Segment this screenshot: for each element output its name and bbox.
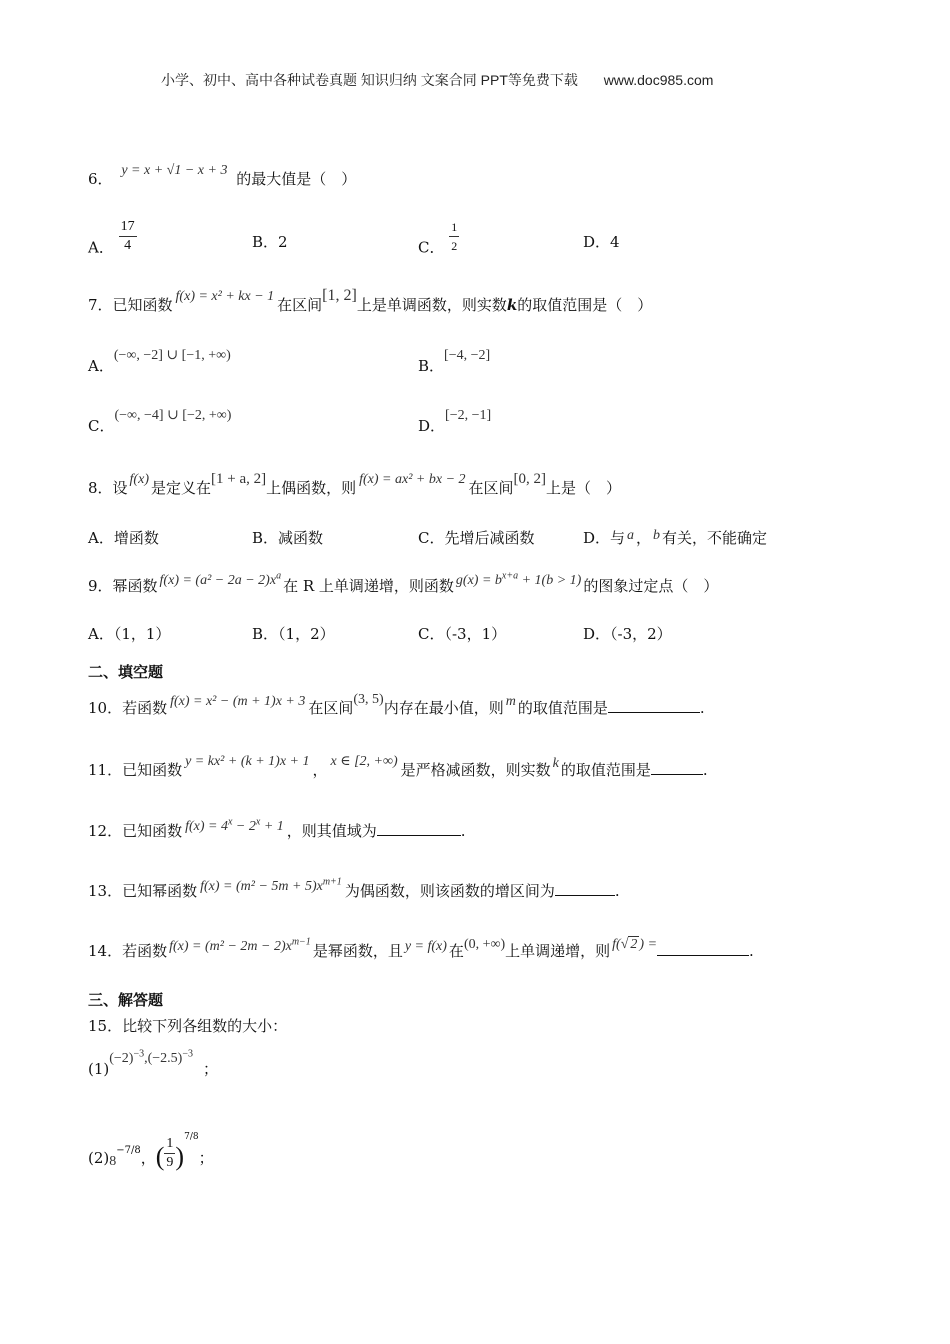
option-d <box>583 527 767 548</box>
question-12 <box>88 816 466 841</box>
question-7 <box>88 287 653 315</box>
interval: (3, 5) <box>353 692 384 707</box>
stem-part: 是定义在 <box>150 479 211 497</box>
formula: y = x + √1 − x + 3 <box>121 163 228 178</box>
separator: , <box>144 1051 148 1066</box>
stem-part: 的取值范围是（ ） <box>517 296 653 314</box>
denominator: 9 <box>166 1154 174 1170</box>
question-15-part-1 <box>88 1048 219 1079</box>
interval: [1, 2] <box>322 287 357 304</box>
header-url: www.doc985.com <box>603 72 714 88</box>
punctuation: ； <box>203 1060 219 1078</box>
stem-part: 在区间 <box>468 479 514 497</box>
separator: ， <box>140 1149 156 1167</box>
answer-blank[interactable] <box>608 698 700 713</box>
exponent: m+1 <box>322 876 342 888</box>
section-title-fill-in: 二、填空题 <box>88 663 164 681</box>
formula <box>159 570 282 588</box>
option-a: A．增函数 <box>88 529 159 547</box>
interval: (0, +∞) <box>463 937 506 952</box>
formula: y = kx² + (k + 1)x + 1 <box>185 754 310 769</box>
formula-text: f(x) = (m² − 5m + 5)x <box>200 879 323 894</box>
stem-part: 的图象过定点（ ） <box>583 577 719 595</box>
formula-text: − 2 <box>235 819 256 834</box>
separator: ， <box>636 529 652 547</box>
formula-text: f(x) = (m² − 2m − 2)x <box>169 939 292 954</box>
answer-blank[interactable] <box>657 941 749 956</box>
variable-a: a <box>627 528 635 543</box>
part-label: (2) <box>88 1149 110 1167</box>
option-label: D． <box>418 417 446 435</box>
question-10 <box>88 692 705 718</box>
question-15-part-2 <box>88 1132 214 1178</box>
stem-part: 是幂函数，且 <box>312 942 403 960</box>
stem-part: 的取值范围是 <box>517 699 608 717</box>
exponent: x+a <box>501 570 519 582</box>
formula: f(√ 2 ) = <box>612 937 658 952</box>
question-9 <box>88 570 719 596</box>
denominator: 2 <box>451 239 458 253</box>
variable-k: k <box>506 296 518 314</box>
option-c <box>88 408 232 436</box>
stem-part: 14．若函数 <box>88 942 168 960</box>
variable-k: k <box>552 756 559 771</box>
option-b <box>418 348 491 376</box>
formula <box>185 816 284 834</box>
numerator: 1 <box>449 218 459 237</box>
stem-part: 8．设 <box>88 479 128 497</box>
exponent: 7/8 <box>184 1132 199 1142</box>
stem-part: 9．幂函数 <box>88 577 158 595</box>
fraction <box>164 1135 175 1172</box>
stem-part: 有关，不能确定 <box>662 529 768 547</box>
option-label: A． <box>88 238 114 257</box>
variable-m: m <box>505 694 516 709</box>
stem-part: 内存在最小值，则 <box>383 699 504 717</box>
option-b: B．（1，2） <box>252 625 335 643</box>
question-8 <box>88 471 622 498</box>
option-value: [−4, −2] <box>444 348 491 363</box>
option-b: B．减函数 <box>252 529 324 547</box>
formula-text: (−2) <box>109 1051 134 1066</box>
option-label: B． <box>418 357 445 375</box>
base: 8 <box>109 1154 117 1169</box>
radicand: 2 <box>630 937 638 952</box>
option-value: [−2, −1] <box>445 408 492 423</box>
numerator: 17 <box>119 218 137 237</box>
option-a: A．（1，1） <box>88 625 171 643</box>
fraction <box>449 218 459 255</box>
exponent: −3 <box>182 1048 193 1060</box>
option-d: D．4 <box>583 233 620 251</box>
formula <box>169 936 311 954</box>
option-d: D．（-3，2） <box>583 625 672 643</box>
section-title-answers: 三、解答题 <box>88 991 164 1009</box>
stem-part: 11．已知函数 <box>88 761 183 779</box>
stem-part: 在 <box>448 942 464 960</box>
question-11 <box>88 754 708 780</box>
formula: f(x) = ax² + bx − 2 <box>359 472 466 487</box>
formula-text: (−2.5) <box>147 1051 183 1066</box>
stem-part: 的取值范围是 <box>560 761 651 779</box>
stem-part: ，则其值域为 <box>286 822 377 840</box>
stem-part: 在 R 上单调递增，则函数 <box>283 577 454 595</box>
option-b: B．2 <box>252 233 288 251</box>
option-d <box>418 408 492 436</box>
formula <box>109 1048 193 1066</box>
formula <box>455 570 582 588</box>
stem-part: 为偶函数，则该函数的增区间为 <box>344 882 555 900</box>
question-stem: 的最大值是（ ） <box>236 170 357 188</box>
formula: y = f(x) <box>404 939 447 954</box>
option-a <box>88 219 137 267</box>
stem-part: 13．已知幂函数 <box>88 882 198 900</box>
stem-part: 是严格减函数，则实数 <box>400 761 551 779</box>
punctuation: . <box>460 822 466 840</box>
interval: [1 + a, 2] <box>211 471 267 487</box>
separator: ， <box>312 761 328 779</box>
stem-part: 在区间 <box>308 699 354 717</box>
formula: f(x) = x² − (m + 1)x + 3 <box>170 694 306 709</box>
option-label: D．与 <box>583 529 626 547</box>
option-a <box>88 348 231 376</box>
formula-text: f(x) = (a² − 2a − 2)x <box>159 573 277 588</box>
exponent: x <box>227 816 233 828</box>
option-label: A． <box>88 357 114 375</box>
page-header <box>161 70 713 90</box>
header-text: 小学、初中、高中各种试卷真题 知识归纳 文案合同 PPT等免费下载 <box>161 72 578 88</box>
punctuation: . <box>749 942 754 960</box>
stem-part: 上是单调函数，则实数 <box>356 296 507 314</box>
formula-text: ) = <box>639 937 658 952</box>
question-6 <box>88 163 357 189</box>
formula-text: + 1 <box>263 819 284 834</box>
stem-part: 上偶函数，则 <box>266 479 357 497</box>
question-14 <box>88 936 754 961</box>
option-c: C．先增后减函数 <box>418 529 535 547</box>
option-label: C． <box>418 238 445 257</box>
interval: [0, 2] <box>513 471 547 487</box>
stem-part: 上单调递增，则 <box>505 942 611 960</box>
formula: f(x) <box>129 472 149 487</box>
stem-part: 上是（ ） <box>546 479 622 497</box>
option-label: C． <box>88 417 115 435</box>
formula-text: f( <box>612 937 621 952</box>
exponent: a <box>276 570 282 582</box>
stem-part: 7．已知函数 <box>88 296 173 314</box>
punctuation: . <box>614 882 620 900</box>
stem-part: 在区间 <box>277 296 323 314</box>
answer-blank[interactable] <box>377 821 461 836</box>
stem-part: 10．若函数 <box>88 699 168 717</box>
punctuation: . <box>702 761 708 779</box>
exponent: x <box>255 816 261 828</box>
domain: x ∈ [2, +∞) <box>330 754 398 769</box>
formula-text: + 1(b > 1) <box>521 573 582 588</box>
formula-text: f(x) = 4 <box>185 819 228 834</box>
question-number: 6． <box>88 170 113 188</box>
punctuation: ； <box>198 1149 214 1167</box>
denominator: 4 <box>124 238 132 253</box>
option-value: (−∞, −2] ∪ [−1, +∞) <box>113 348 231 363</box>
variable-b: b <box>653 528 661 543</box>
option-value: (−∞, −4] ∪ [−2, +∞) <box>114 408 232 423</box>
exponent: m−1 <box>291 936 311 948</box>
answer-blank[interactable] <box>651 760 703 775</box>
right-paren: ) <box>175 1142 185 1171</box>
stem-part: 12．已知函数 <box>88 822 183 840</box>
question-13 <box>88 876 620 901</box>
exponent: −3 <box>133 1048 145 1060</box>
formula <box>200 876 342 894</box>
punctuation: . <box>699 699 705 717</box>
option-c <box>418 220 459 267</box>
answer-blank[interactable] <box>555 881 615 896</box>
formula: f(x) = x² + kx − 1 <box>175 289 275 304</box>
part-label: (1) <box>88 1060 110 1078</box>
option-c: C．（-3，1） <box>418 625 507 643</box>
fraction <box>119 218 137 255</box>
question-15: 15．比较下列各组数的大小： <box>88 1017 288 1035</box>
numerator: 1 <box>164 1135 175 1154</box>
left-paren: ( <box>155 1142 165 1171</box>
exponent: −7/8 <box>116 1145 141 1156</box>
formula-text: g(x) = b <box>455 573 502 588</box>
